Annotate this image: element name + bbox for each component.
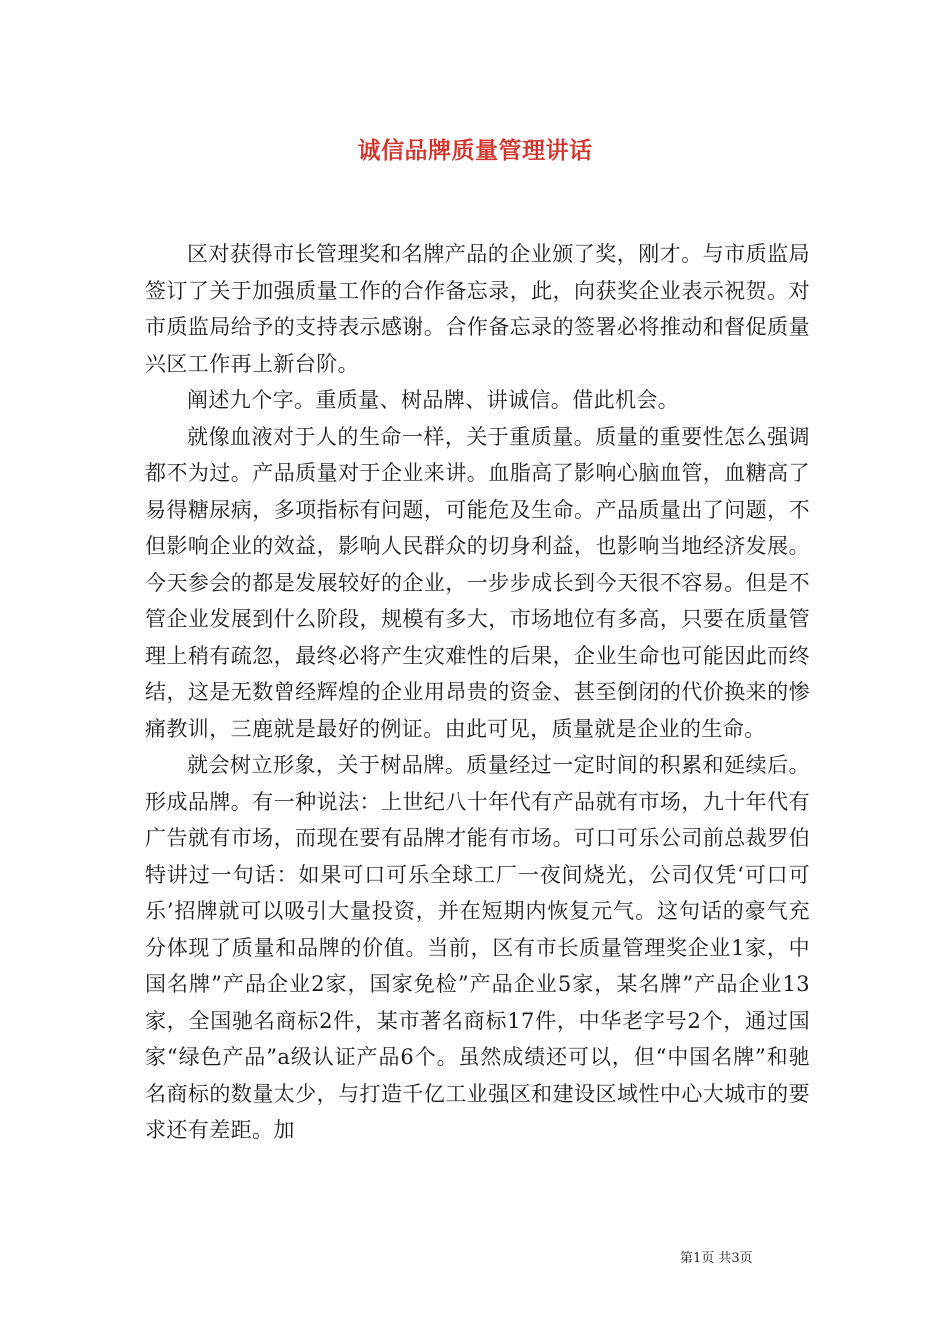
- paragraph-2: 阐述九个字。重质量、树品牌、讲诚信。借此机会。: [187, 388, 680, 412]
- page-number: 第1页 共3页: [680, 1251, 753, 1266]
- paragraph-4: 就会树立形象，关于树品牌。质量经过一定时间的积累和延续后。形成品牌。有一种说法：上世纪八十年代有产品就有市场，九十年代有广告就有市场，而现在要有品牌才能有市场。可口可乐公司前总裁罗伯特讲过一句话：如果可口可乐全球工厂一夜间烧光，公司仅凭‘可口可乐’招牌就可以吸引大量投资，并在短期内恢复元气。这句话的豪气充分体现了质量和品牌的价值。当前，区有市长质量管理奖企业1家，中国名牌”产品企业2家，国家免检”产品企业5家，某名牌”产品企业13家，全国驰名商标2件，某市著名商标17件，中华老字号2个，通过国家“绿色产品”a级认证产品6个。虽然成绩还可以，但“中国名牌”和驰名商标的数量太少，与打造千亿工业强区和建设区域性中心大城市的要求还有差距。加: [145, 753, 810, 1142]
- document-title: 诚信品牌质量管理讲话: [357, 138, 593, 164]
- paragraph-1: 区对获得市长管理奖和名牌产品的企业颁了奖，刚才。与市质监局签订了关于加强质量工作的合作备忘录，此，向获奖企业表示祝贺。对市质监局给予的支持表示感谢。合作备忘录的签署必将推动和督促质量兴区工作再上新台阶。: [145, 242, 810, 376]
- document-body: [145, 236, 810, 1149]
- paragraph-3: 就像血液对于人的生命一样，关于重质量。质量的重要性怎么强调都不为过。产品质量对于企业来讲。血脂高了影响心脑血管，血糖高了易得糖尿病，多项指标有问题，可能危及生命。产品质量出了问题，不但影响企业的效益，影响人民群众的切身利益，也影响当地经济发展。今天参会的都是发展较好的企业，一步步成长到今天很不容易。但是不管企业发展到什么阶段，规模有多大，市场地位有多高，只要在质量管理上稍有疏忽，最终必将产生灾难性的后果，企业生命也可能因此而终结，这是无数曾经辉煌的企业用昂贵的资金、甚至倒闭的代价换来的惨痛教训，三鹿就是最好的例证。由此可见，质量就是企业的生命。: [145, 424, 810, 741]
